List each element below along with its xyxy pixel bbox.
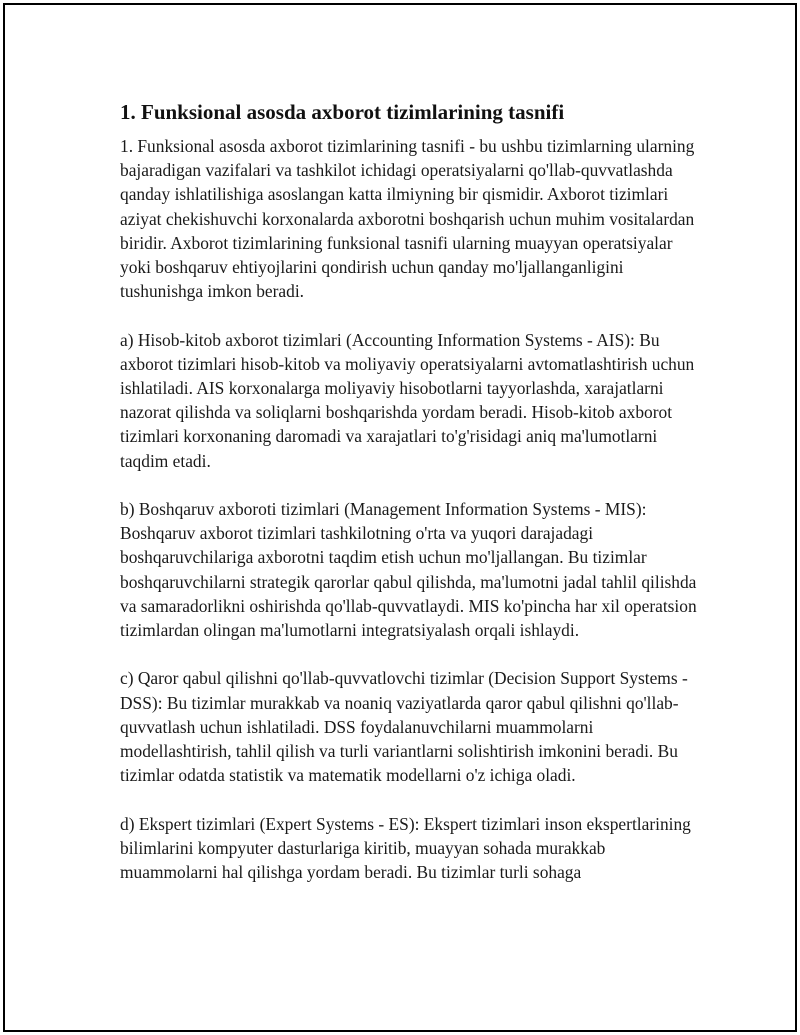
document-title: 1. Funksional asosda axborot tizimlarining tasnifi <box>120 100 565 124</box>
paragraph-expert-systems: d) Ekspert tizimlari (Expert Systems - ES): Ekspert tizimlari inson ekspertlarining bilimlarini kompyuter dasturlariga kiritib, muayyan sohada murakkab muammolarni hal qilishga yordam beradi. Bu tizimlar turli sohaga <box>120 813 691 883</box>
paragraph-intro: 1. Funksional asosda axborot tizimlarining tasnifi - bu ushbu tizimlarning ularning bajaradigan vazifalari va tashkilot ichidagi operatsiyalarni qo'llab-quvvatlashda qanday ishlatilishiga asoslangan katta ilmiyning bir qismidir. Axborot tizimlari aziyat chekishuvchi korxonalarda axborotni boshqarish uchun muhim vositalardan biridir. Axborot tizimlarining funksional tasnifi ularning muayyan operatsiyalar yoki boshqaruv ehtiyojlarini qondirish uchun qanday mo'ljallanganligini tushunishga imkon beradi. <box>120 136 695 302</box>
paragraph-management-systems: b) Boshqaruv axboroti tizimlari (Management Information Systems - MIS): Boshqaruv axborot tizimlari tashkilotning o'rta va yuqori darajadagi boshqaruvchilariga axborotni taqdim etish uchun mo'ljallangan. Bu tizimlar boshqaruvchilarni strategik qarorlar qabul qilishda, ma'lumotni jadal tahlil qilishda va samaradorlikni oshirishda qo'llab-quvvatlaydi. MIS ko'pincha har xil operatsion tizimlardan olingan ma'lumotlarni integratsiyalash orqali ishlaydi. <box>120 499 697 641</box>
paragraph-accounting-systems: a) Hisob-kitob axborot tizimlari (Accounting Information Systems - AIS): Bu axborot tizimlari hisob-kitob va moliyaviy operatsiyalarni avtomatlashtirish uchun ishlatiladi. AIS korxonalarga moliyaviy hisobotlarni tayyorlashda, xarajatlarni nazorat qilishda va soliqlarni boshqarishda yordam beradi. Hisob-kitob axborot tizimlari korxonaning daromadi va xarajatlari to'g'risidagi aniq ma'lumotlarni taqdim etadi. <box>120 329 695 471</box>
paragraph-decision-support-systems: c) Qaror qabul qilishni qo'llab-quvvatlovchi tizimlar (Decision Support Systems - DSS): Bu tizimlar murakkab va noaniq vaziyatlarda qaror qabul qilishni qo'llab-quvvatlash uchun ishlatiladi. DSS foydalanuvchilarni muammolarni modellashtirish, tahlil qilish va turli variantlarni solishtirish imkonini beradi. Bu tizimlar odatda statistik va matematik modellarni o'z ichiga oladi. <box>120 668 688 786</box>
document-page <box>3 3 797 1032</box>
document-content <box>120 98 698 908</box>
